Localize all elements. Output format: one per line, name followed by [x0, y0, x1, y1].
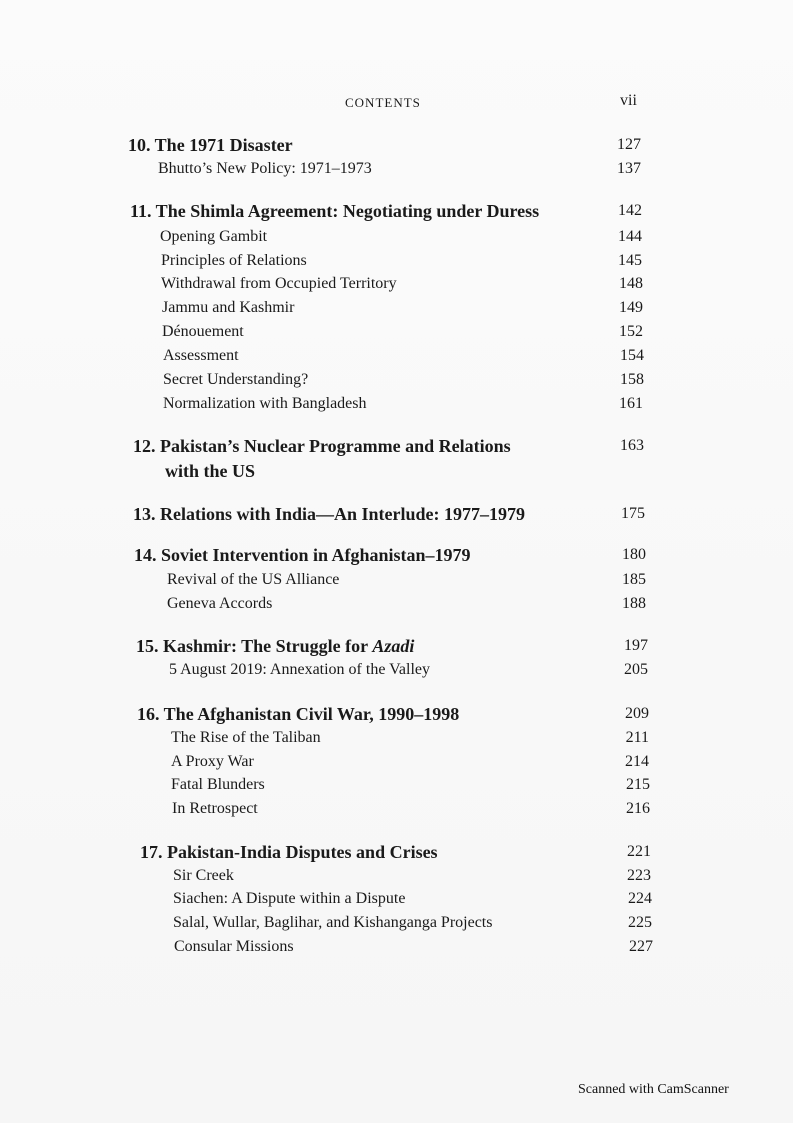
toc-chapter-entry	[130, 199, 642, 223]
toc-section-entry	[161, 249, 642, 273]
toc-chapter-entry	[128, 133, 641, 157]
toc-section-entry	[163, 392, 643, 416]
toc-entry-title: 15. Kashmir: The Struggle for Azadi	[136, 636, 415, 656]
toc-entry-page-number: 161	[619, 395, 643, 412]
toc-entry-title: 16. The Afghanistan Civil War, 1990–1998	[137, 704, 460, 724]
toc-entry-title: Dénouement	[162, 323, 244, 340]
toc-section-entry	[162, 296, 643, 320]
toc-entry-page-number: 163	[620, 437, 644, 454]
toc-entry-page-number: 223	[627, 867, 651, 884]
toc-entry-title: In Retrospect	[172, 800, 258, 817]
toc-chapter-entry	[133, 502, 645, 526]
toc-entry-title: Sir Creek	[173, 867, 234, 884]
toc-entry-page-number: 205	[624, 661, 648, 678]
toc-entry-title: Opening Gambit	[160, 228, 268, 245]
toc-entry-page-number: 221	[627, 843, 651, 860]
toc-entry-page-number: 215	[626, 776, 650, 793]
toc-entry-title: 17. Pakistan-India Disputes and Crises	[140, 842, 438, 862]
toc-entry-page-number: 197	[624, 637, 648, 654]
toc-entry-title: Principles of Relations	[161, 252, 307, 269]
toc-entry-page-number: 145	[618, 252, 642, 269]
toc-entry-page-number: 149	[619, 299, 643, 316]
toc-entry-title: 11. The Shimla Agreement: Negotiating under Duress	[130, 201, 540, 221]
toc-entry-page-number: 216	[626, 800, 650, 817]
toc-entry-title: The Rise of the Taliban	[171, 729, 321, 746]
toc-entry-title: Geneva Accords	[167, 595, 273, 612]
toc-section-entry	[161, 272, 643, 296]
toc-entry-title: Normalization with Bangladesh	[163, 395, 367, 412]
toc-entry-title: Secret Understanding?	[163, 371, 309, 388]
toc-entry-title: Fatal Blunders	[171, 776, 265, 793]
toc-entry-title-italic: Azadi	[372, 636, 415, 656]
toc-section-entry	[173, 864, 651, 888]
scanner-watermark: Scanned with CamScanner	[578, 1082, 729, 1097]
toc-section-entry	[167, 568, 646, 592]
toc-entry-title: Jammu and Kashmir	[162, 299, 295, 316]
toc-section-entry	[167, 592, 646, 616]
toc-entry-page-number: 148	[619, 275, 643, 292]
toc-section-entry	[171, 726, 649, 750]
toc-entry-page-number: 185	[622, 571, 646, 588]
toc-entry-title: 10. The 1971 Disaster	[128, 135, 293, 155]
toc-section-entry	[163, 368, 644, 392]
toc-entry-title: 5 August 2019: Annexation of the Valley	[169, 661, 431, 678]
toc-entry-page-number: 227	[629, 938, 653, 955]
toc-section-entry	[163, 344, 644, 368]
toc-chapter-entry	[137, 702, 649, 726]
toc-entry-page-number: 154	[620, 347, 644, 364]
toc-entry-title: Revival of the US Alliance	[167, 571, 340, 588]
toc-section-entry	[174, 935, 653, 959]
toc-entry-page-number: 209	[625, 705, 649, 722]
toc-entry-page-number: 224	[628, 890, 652, 907]
toc-entry-title: 13. Relations with India—An Interlude: 1977–1979	[133, 504, 526, 524]
toc-section-entry	[173, 911, 652, 935]
toc-chapter-entry	[140, 840, 651, 864]
toc-chapter-entry	[134, 543, 646, 567]
toc-entry-title: Siachen: A Dispute within a Dispute	[173, 890, 406, 907]
toc-section-entry	[173, 887, 652, 911]
toc-entry-page-number: 180	[622, 546, 646, 563]
toc-entry-page-number: 188	[622, 595, 646, 612]
toc-section-entry	[171, 750, 649, 774]
toc-chapter-entry	[136, 634, 648, 658]
toc-section-entry	[171, 773, 650, 797]
toc-entry-page-number: 152	[619, 323, 643, 340]
toc-entry-title: 12. Pakistan’s Nuclear Programme and Relations	[133, 436, 511, 456]
toc-entry-page-number: 158	[620, 371, 644, 388]
toc-section-entry	[162, 320, 643, 344]
toc-entry-page-number: 175	[621, 505, 645, 522]
toc-section-entry	[158, 157, 641, 181]
toc-entry-page-number: 137	[617, 160, 641, 177]
toc-chapter-entry	[165, 459, 644, 483]
toc-section-entry	[160, 225, 642, 249]
toc-section-entry	[172, 797, 650, 821]
toc-entry-title: Bhutto’s New Policy: 1971–1973	[158, 160, 372, 177]
toc-entry-title: A Proxy War	[171, 753, 254, 770]
toc-entry-page-number: 225	[628, 914, 652, 931]
toc-entry-page-number: 144	[618, 228, 642, 245]
toc-entry-page-number: 214	[625, 753, 649, 770]
toc-chapter-entry	[133, 434, 644, 458]
toc-entry-title: Consular Missions	[174, 938, 294, 955]
toc-entry-title: Withdrawal from Occupied Territory	[161, 275, 397, 292]
toc-entry-page-number: 127	[617, 136, 641, 153]
toc-section-entry	[169, 658, 648, 682]
header-label: CONTENTS	[345, 95, 421, 110]
toc-entry-page-number: 211	[625, 729, 649, 746]
toc-entry-page-number: 142	[618, 202, 642, 219]
toc-entry-title: Assessment	[163, 347, 239, 364]
toc-entry-title: with the US	[165, 461, 256, 481]
toc-entry-title: 14. Soviet Intervention in Afghanistan–1979	[134, 545, 471, 565]
header-page-number: vii	[620, 92, 637, 109]
toc-entry-title: Salal, Wullar, Baglihar, and Kishanganga Projects	[173, 914, 493, 931]
